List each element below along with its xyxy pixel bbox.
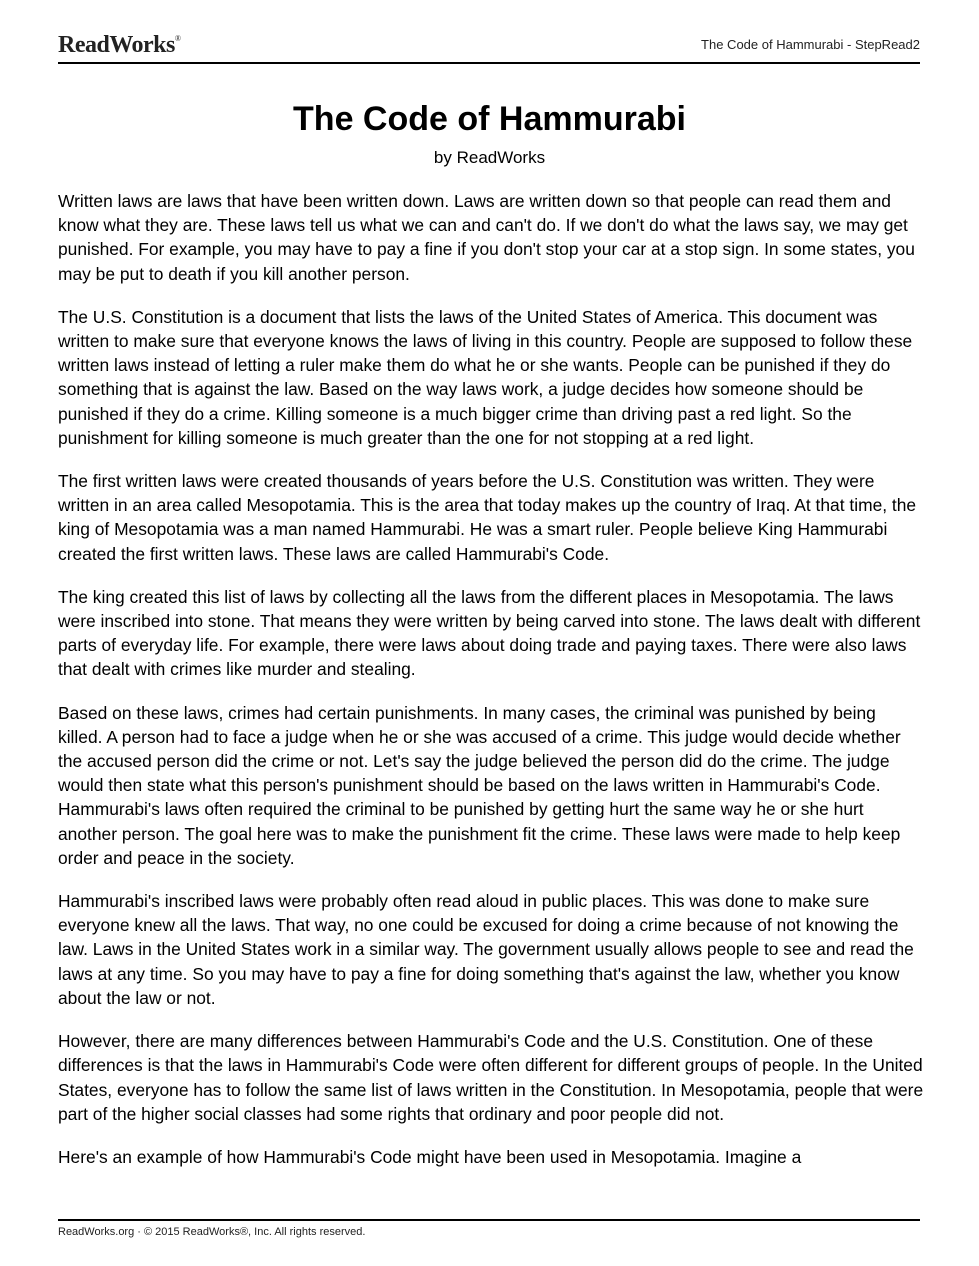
page-footer: ReadWorks.org · © 2015 ReadWorks®, Inc. All rights reserved.	[58, 1219, 920, 1238]
paragraph-1: Written laws are laws that have been written down. Laws are written down so that people can read them and know what they are. These laws tell us what we can and can't do. If we don't do what the laws say, we may get punished. For example, you may have to pay a fine if you don't stop your car at a stop sign. In some states, you may be put to death if you kill another person.	[58, 191, 915, 284]
article-byline: by ReadWorks	[433, 148, 546, 167]
paragraph-8: Here's an example of how Hammurabi's Code might have been used in Mesopotamia. Imagine a	[58, 1146, 802, 1167]
document-label: The Code of Hammurabi - StepRead2	[701, 37, 920, 52]
article-title: The Code of Hammurabi	[293, 100, 686, 138]
paragraph-4: The king created this list of laws by collecting all the laws from the different places in Mesopotamia. The laws were inscribed into stone. That means they were written by being carved into stone. The laws dealt with different parts of everyday life. For example, there were laws about doing trade and paying taxes. There were also laws that dealt with crimes like murder and stealing.	[58, 586, 921, 680]
paragraph-5: Based on these laws, crimes had certain punishments. In many cases, the criminal was punished by being killed. A person had to face a judge when he or she was accused of a crime. This judge would decide whether the accused person did the crime or not. Let's say the judge believed the person did do the crime. The judge would then state what this person's punishment should be based on the laws written in Hammurabi's Code. Hammurabi's laws often required the criminal to be punished by getting hurt the same way he or she hurt another person. The goal here was to make the punishment fit the crime. These laws were made to help keep order and peace in the society.	[58, 702, 901, 868]
article-body	[58, 189, 924, 1188]
logo-text: ReadWorks	[58, 32, 175, 58]
page-header	[58, 28, 920, 64]
paragraph-2: The U.S. Constitution is a document that lists the laws of the United States of America. This document was written to make sure that everyone knows the laws of living in this country. People are supposed to follow these written laws instead of letting a ruler make them do what he or she wants. People can be punished if they do something that is against the law. Based on the way laws work, a judge decides how someone should be punished if they do a crime. Killing someone is a much bigger crime than driving past a red light. So the punishment for killing someone is much greater than the one for not stopping at a red light.	[58, 306, 913, 448]
paragraph-7: However, there are many differences between Hammurabi's Code and the U.S. Constitution. One of these differences is that the laws in Hammurabi's Code were often different for different groups of people. In the United States, everyone has to follow the same list of laws written in the Constitution. In Mesopotamia, people that were part of the higher social classes had some rights that ordinary and poor people did not.	[58, 1031, 924, 1124]
readworks-logo	[58, 32, 180, 59]
paragraph-6: Hammurabi's inscribed laws were probably often read aloud in public places. This was done to make sure everyone knew all the laws. That way, no one could be excused for doing a crime because of not knowing the law. Laws in the United States work in a similar way. The government usually allows people to see and read the laws at any time. So you may have to pay a fine for doing something that's against the law, whether you know about the law or not.	[58, 891, 914, 1008]
paragraph-3: The first written laws were created thousands of years before the U.S. Constitution was written. They were written in an area called Mesopotamia. This is the area that today makes up the country of Iraq. At that time, the king of Mesopotamia was a man named Hammurabi. He was a smart ruler. People believe King Hammurabi created the first written laws. These laws are called Hammurabi's Code.	[58, 471, 917, 564]
logo-registered-mark: ®	[174, 34, 181, 43]
